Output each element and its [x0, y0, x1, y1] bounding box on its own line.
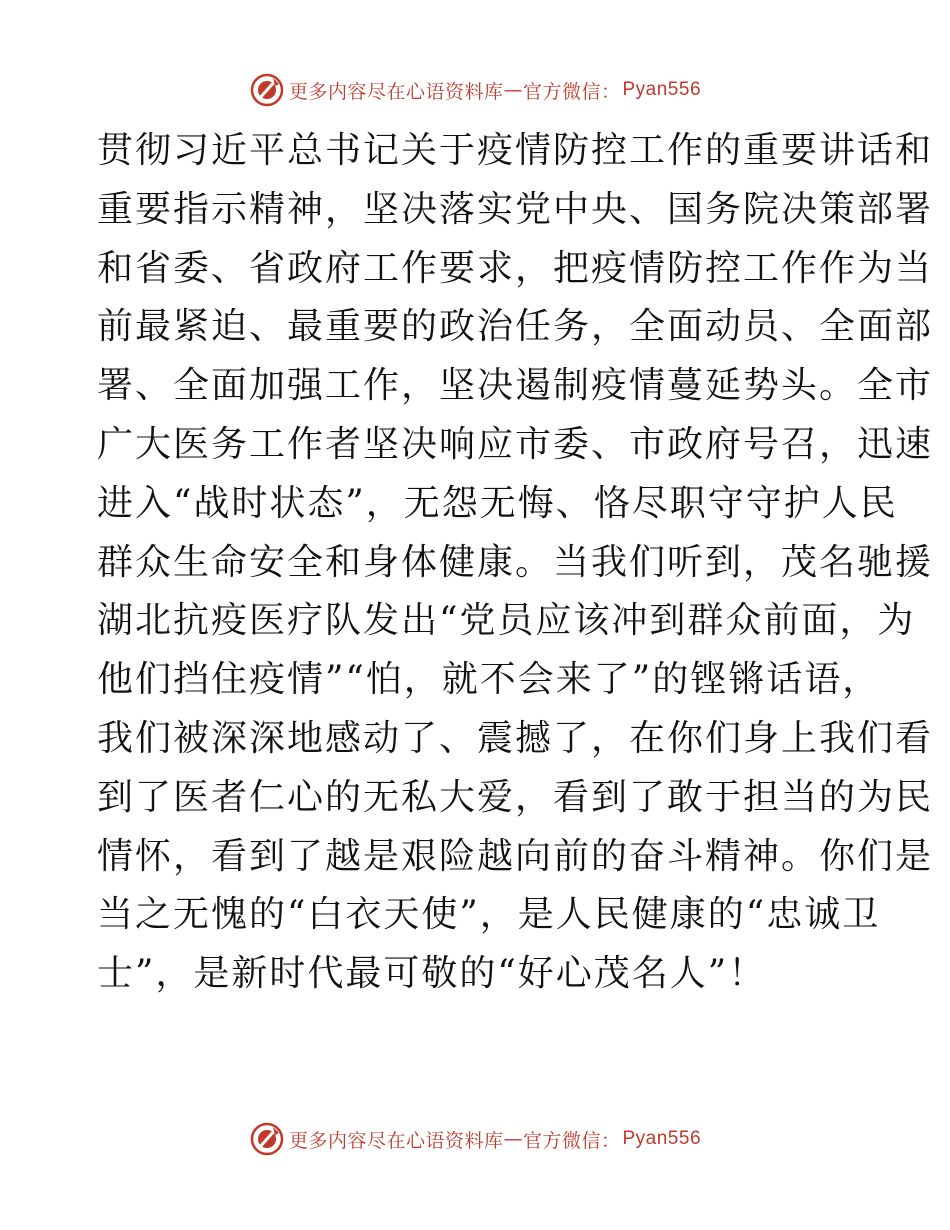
text-line: 贯彻习近平总书记关于疫情防控工作的重要讲话和 [97, 130, 934, 171]
banner-wechat-id: Pyan556 [622, 1128, 702, 1149]
text-line: 广大医务工作者坚决响应市委、市政府号召，迅速 [97, 423, 934, 465]
logo-icon [249, 1121, 285, 1157]
header-banner [0, 70, 950, 110]
text-line: 我们被深深地感动了、震撼了，在你们身上我们看 [97, 717, 934, 759]
banner-text: 更多内容尽在心语资料库 [288, 80, 504, 103]
text-line: 群众生命安全和身体健康。当我们听到，茂名驰援 [97, 541, 934, 583]
text-line: 署、全面加强工作，坚决遏制疫情蔓延势头。全市 [97, 365, 934, 407]
text-line: 和省委、省政府工作要求，把疫情防控工作作为当 [97, 247, 934, 289]
banner-wechat-id: Pyan556 [622, 79, 702, 100]
footer-banner [0, 1119, 950, 1159]
text-line: 士”，是新时代最可敬的“好心茂名人”！ [97, 953, 767, 995]
text-line: 到了医者仁心的无私大爱，看到了敢于担当的为民 [97, 776, 934, 818]
banner-separator: — [503, 79, 523, 101]
banner-label: 官方微信： [522, 80, 621, 103]
text-line: 当之无愧的“白衣天使”，是人民健康的“忠诚卫 [97, 894, 881, 936]
text-line: 前最紧迫、最重要的政治任务，全面动员、全面部 [97, 306, 934, 348]
text-line: 他们挡住疫情”“怕，就不会来了”的铿锵话语， [97, 659, 881, 701]
text-line: 情怀，看到了越是艰险越向前的奋斗精神。你们是 [97, 835, 934, 877]
banner-label: 官方微信： [522, 1129, 621, 1152]
body-text [97, 122, 934, 1004]
banner-separator: — [503, 1128, 523, 1150]
logo-icon [249, 72, 285, 108]
text-line: 湖北抗疫医疗队发出“党员应该冲到群众前面，为 [97, 600, 916, 642]
text-line: 重要指示精神，坚决落实党中央、国务院决策部署 [97, 188, 934, 230]
text-line: 进入“战时状态”，无怨无悔、恪尽职守守护人民 [97, 482, 898, 524]
banner-text: 更多内容尽在心语资料库 [288, 1129, 504, 1152]
